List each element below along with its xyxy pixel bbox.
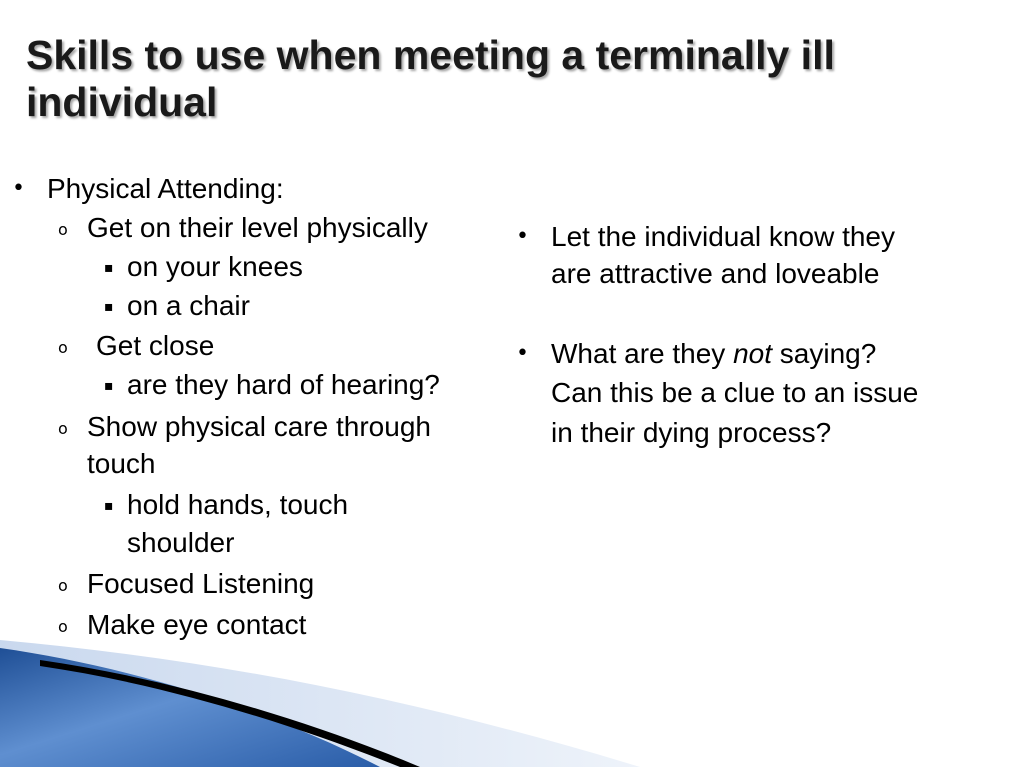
subsubbullet-chair: on a chair [127,290,250,321]
bullet-circle-icon: o [58,617,68,636]
slide-title: Skills to use when meeting a terminally ill individual [26,32,835,125]
subsubbullet-hold-hands-line1: hold hands, touch [127,489,349,520]
right-bullet-not-saying-before: What are they [551,338,734,369]
subbullet-physical-care-line2: touch [87,448,156,479]
right-bullet-attractive-line1: Let the individual know they [551,221,895,252]
right-bullet-not-saying-line1 [551,338,876,370]
subbullet-focused-listening: Focused Listening [87,568,315,599]
bullet-square-icon: ▪ [104,299,114,315]
bullet-dot-icon: • [516,224,529,249]
bullet-circle-icon: o [58,419,68,438]
right-bullet-not-saying-line2: Can this be a clue to an issue [551,377,919,408]
bullet-square-icon: ▪ [104,378,114,394]
subsubbullet-hold-hands-line2: shoulder [127,527,235,558]
subbullet-physical-care-line1: Show physical care through [87,411,431,442]
bullet-dot-icon: • [12,176,25,201]
right-bullet-not-emphasis: not [733,338,773,369]
bullet-circle-icon: o [58,220,68,239]
subbullet-get-close: Get close [96,330,215,361]
subsubbullet-knees: on your knees [127,251,303,282]
right-bullet-attractive-line2: are attractive and loveable [551,258,880,289]
subsubbullet-hearing: are they hard of hearing? [127,369,440,400]
bullet-circle-icon: o [58,338,68,357]
bullet-circle-icon: o [58,576,68,595]
right-bullet-not-saying-line3: in their dying process? [551,417,832,448]
right-bullet-not-saying-after: saying? [772,338,877,369]
subbullet-eye-contact: Make eye contact [87,609,307,640]
bullet-square-icon: ▪ [104,498,114,514]
bullet-dot-icon: • [516,341,529,366]
bullet-square-icon: ▪ [104,260,114,276]
bullet-physical-attending: Physical Attending: [47,173,284,204]
subbullet-get-on-level: Get on their level physically [87,212,428,243]
